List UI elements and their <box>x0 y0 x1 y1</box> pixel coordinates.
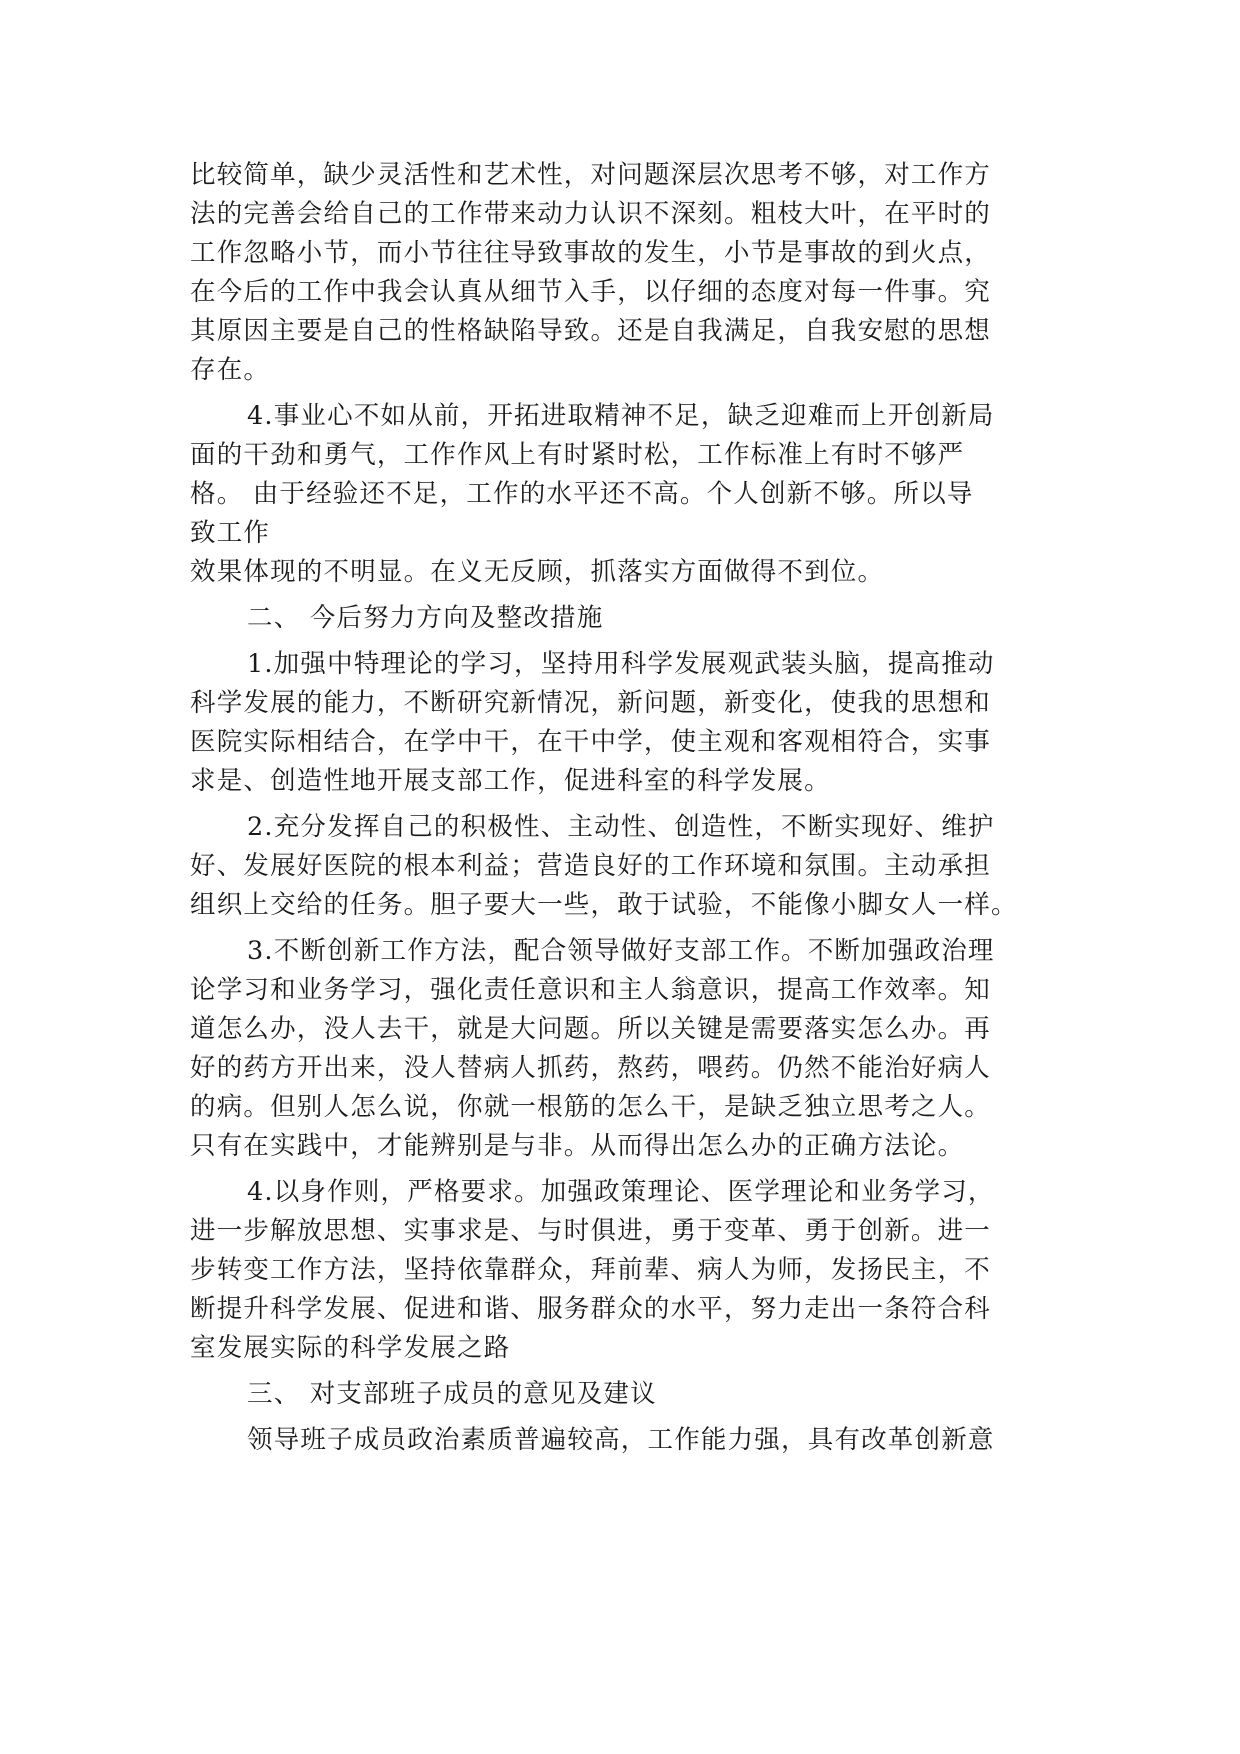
text-line: 格。 由于经验还不足，工作的水平还不高。个人创新不够。所以导 <box>190 479 974 509</box>
text-line: 工作忽略小节，而小节往往导致事故的发生，小节是事故的到火点， <box>190 238 992 268</box>
text-line: 进一步解放思想、实事求是、与时俱进，勇于变革、勇于创新。进一 <box>190 1216 992 1246</box>
text-line: 领导班子成员政治素质普遍较高，工作能力强，具有改革创新意 <box>247 1425 995 1455</box>
paragraph-continuation <box>190 156 1050 390</box>
text-line: 效果体现的不明显。在义无反顾，抓落实方面做得不到位。 <box>190 557 885 587</box>
paragraph-opinion <box>190 1421 1050 1460</box>
text-line: 法的完善会给自己的工作带来动力认识不深刻。粗枝大叶，在平时的 <box>190 199 992 229</box>
text-line: 断提升科学发展、促进和谐、服务群众的水平，努力走出一条符合科 <box>190 1294 992 1324</box>
text-line: 好、发展好医院的根本利益；营造良好的工作环境和氛围。主动承担 <box>190 851 992 881</box>
text-line: 1.加强中特理论的学习，坚持用科学发展观武装头脑，提高推动 <box>247 649 995 679</box>
text-line: 2.充分发挥自己的积极性、主动性、创造性，不断实现好、维护 <box>247 812 995 842</box>
text-line: 面的干劲和勇气，工作作风上有时紧时松，工作标准上有时不够严 <box>190 440 965 470</box>
text-line: 4.以身作则，严格要求。加强政策理论、医学理论和业务学习， <box>247 1177 995 1207</box>
text-line: 比较简单，缺少灵活性和艺术性，对问题深层次思考不够，对工作方 <box>190 160 992 190</box>
section-heading-2: 二、 今后努力方向及整改措施 <box>247 603 604 633</box>
text-line: 致工作 <box>190 518 271 548</box>
text-line: 在今后的工作中我会认真从细节入手，以仔细的态度对每一件事。究 <box>190 277 992 307</box>
text-line: 存在。 <box>190 355 271 385</box>
text-line: 好的药方开出来，没人替病人抓药，熬药，喂药。仍然不能治好病人 <box>190 1053 992 1083</box>
text-line: 只有在实践中，才能辨别是与非。从而得出怎么办的正确方法论。 <box>190 1131 965 1161</box>
text-line: 论学习和业务学习，强化责任意识和主人翁意识，提高工作效率。知 <box>190 975 992 1005</box>
text-line: 道怎么办，没人去干，就是大问题。所以关键是需要落实怎么办。再 <box>190 1014 992 1044</box>
section-heading-3: 三、 对支部班子成员的意见及建议 <box>247 1379 657 1409</box>
text-line: 4.事业心不如从前，开拓进取精神不足，缺乏迎难而上开创新局 <box>247 401 995 431</box>
paragraph-measure-1 <box>190 645 1050 801</box>
paragraph-measure-3 <box>190 932 1050 1166</box>
text-line: 医院实际相结合，在学中干，在干中学，使主观和客观相符合，实事 <box>190 727 992 757</box>
text-line: 步转变工作方法，坚持依靠群众，拜前辈、病人为师，发扬民主，不 <box>190 1255 992 1285</box>
text-line: 其原因主要是自己的性格缺陷导致。还是自我满足，自我安慰的思想 <box>190 316 992 346</box>
document-page <box>190 156 1050 1467</box>
paragraph-measure-2 <box>190 808 1050 925</box>
paragraph-measure-4 <box>190 1173 1050 1368</box>
text-line: 室发展实际的科学发展之路 <box>190 1333 511 1363</box>
text-line: 的病。但别人怎么说，你就一根筋的怎么干，是缺乏独立思考之人。 <box>190 1092 992 1122</box>
text-line: 求是、创造性地开展支部工作，促进科室的科学发展。 <box>190 766 831 796</box>
text-line: 3.不断创新工作方法，配合领导做好支部工作。不断加强政治理 <box>247 936 995 966</box>
text-line: 组织上交给的任务。胆子要大一些，敢于试验，不能像小脚女人一样。 <box>190 890 1018 920</box>
text-line: 科学发展的能力，不断研究新情况，新问题，新变化，使我的思想和 <box>190 688 992 718</box>
paragraph-item-4 <box>190 397 1050 592</box>
